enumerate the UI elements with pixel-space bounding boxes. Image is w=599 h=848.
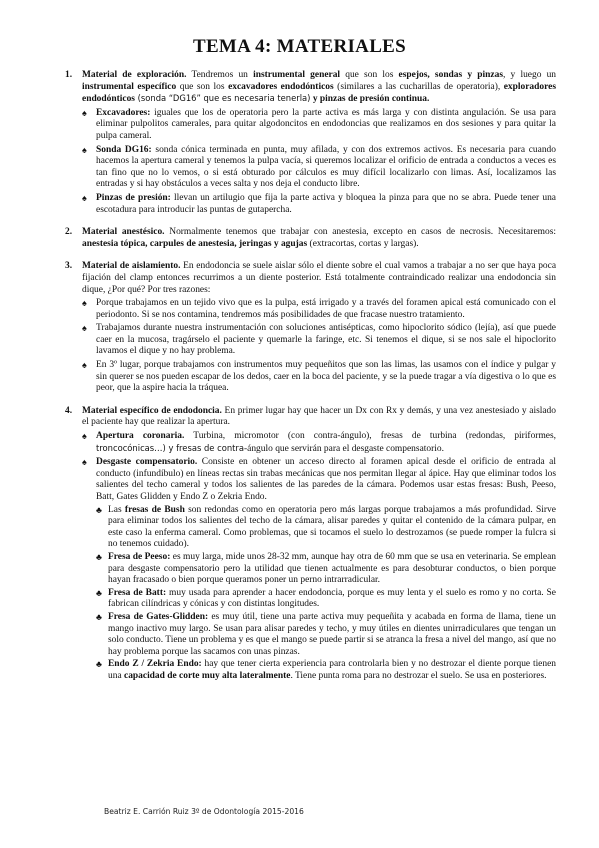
bold-text-run: Apertura coronaria. [96,431,185,442]
bullet-item [82,360,556,395]
bold-text-run: instrumental específico [82,81,177,92]
bold-text-run: anestesia tópica, carpules de anestesia, jeringas y agujas [82,238,308,249]
text-run: son redondas como en operatoria pero más largas porque trabajamos a más profundidad. Sirve para eliminar todos los salientes del techo de la cámara, alisar paredes y quitar el contenido de la cámara pulpar, en este caso la enferma cameral. Como problemas, que si tocamos el suelo lo destrozamos (se puede romper la fulcra si no tenemos cuidado). [108,504,556,550]
spade-icon: ♠ [82,192,87,203]
spade-icon: ♠ [82,144,87,155]
text-run: , y luego un [503,70,557,80]
section-intro [82,70,556,106]
club-icon: ♣ [96,504,102,515]
bold-text-run: Fresa de Gates-Glidden: [108,611,209,622]
text-run: troncocónicas…) y fresas de contra [96,442,244,453]
club-icon: ♣ [96,587,102,598]
bold-text-run: Endo Z / Zekria Endo: [108,659,202,670]
spade-icon: ♠ [82,107,87,118]
spade-icon: ♠ [82,323,87,334]
sub-bullet-list [96,505,556,683]
sub-bullet-text [108,588,556,610]
section-intro [82,406,556,429]
bullet-text [96,145,556,190]
spade-icon: ♠ [82,457,87,468]
bullet-item [82,193,556,216]
bold-text-run: Desgaste compensatorio. [96,457,198,468]
document-body [62,70,556,694]
text-run: muy usada para aprender a hacer endodoncia, porque es muy lenta y el suelo es romo y no corta. Se fabrican cilíndricas y cónicas y con distintas longitudes. [108,587,556,610]
bullet-text [96,323,556,356]
bullet-text [96,360,556,393]
text-run: Consiste en obtener un acceso directo al foramen apical desde el orificio de entrada al conducto (infundíbulo) en líneas rectas sin trabas mecánicas que nos permitan llegar al ápice. Hay que eliminar todos los salientes del techo cameral y todos los salientes de las paredes de la cámara. Podemos usar estas fresas: Bush, Peeso, Batt, Gates Glidden y Endo Z o Zekria Endo. [96,457,556,502]
bullet-item [82,323,556,358]
bullet-text [96,298,556,320]
text-run: En 3º lugar, porque trabajamos con instrumentos muy pequeñitos que son las limas, las usamos con el índice y pulgar y sin querer se nos pueden escapar de los dedos, caer en la boca del paciente, y se la puede tragar a vía digestiva o lo que es peor, que la aspire hacia la tráquea. [96,360,556,394]
bullet-item [82,145,556,191]
bold-text-run: Excavadores: [96,107,151,118]
text-run: Trabajamos durante nuestra instrumentación con soluciones antisépticas, como hipoclorito sódico (lejía), así que puede caer en la mucosa, tragárselo el paciente y quemarle la faringe, etc. Si tenemos el dique, si se nos sale el hipoclorito lavamos el dique y no hay problema. [96,323,556,357]
bold-text-run: Material de aislamiento. [82,261,181,272]
text-run: que son los [176,81,229,92]
text-run: En endodoncia se suele aislar sólo el diente sobre el cual vamos a trabajar a no ser que haya poca fijación del clamp entonces recurrimos a un diente posterior. Está totalmente contraindicado realizar una endodoncia sin dique, ¿Por qué? Por tres razones: [82,261,557,295]
bullet-list [82,298,556,395]
text-run: hay que tener cierta experiencia para controlarla bien y no destrozar el diente porque tienen una [108,659,557,681]
club-icon: ♣ [96,551,102,562]
sub-bullet-text [108,612,556,657]
text-run: (sonda “DG16” que es necesaria tenerla) [134,93,311,104]
bold-text-run: instrumental general [253,70,341,80]
text-run: Porque trabajamos en un tejido vivo que es la pulpa, está irrigado y a través del foramen apical está comunicado con el periodonto. Si se nos contamina, tendremos más posibilidades de que fracase nuestro tratamiento. [96,298,556,320]
bold-text-run: Fresa de Peeso: [108,551,171,562]
sub-bullet-item [96,505,556,551]
spade-icon: ♠ [82,431,87,442]
text-run: es muy larga, mide unos 28-32 mm, aunque hay otra de 60 mm que se usa en veterinaria. Se emplean para desgaste compensatorio pero la utilidad que tienen actualmente es para desobturar conductos, o bien porque hayan fracasado o bien porque queramos poner un perno intrarradicular. [108,551,557,586]
text-run: Las [108,504,125,515]
text-run: Turbina, micromotor (con contra-ángulo), fresas de turbina (redondas, piriformes, [184,431,557,442]
sub-bullet-text [108,505,556,550]
bold-text-run: Fresa de Batt: [108,587,167,598]
text-run: En primer lugar hay que hacer un Dx con Rx y demás, y una vez anestesiado y aislado el paciente hay que realizar la apertura. [82,405,556,428]
text-run: iguales que los de operatoria pero la parte activa es más larga y con distinta angulación. Se usa para eliminar pulpolitos camerales, para quitar algodoncitos en endodoncias que realizamos en dos sesiones y para quitar la pulpa cameral. [96,107,556,141]
bullet-item [82,298,556,321]
section [62,261,556,395]
text-run: llevan un artilugio que fija la parte activa y bloquea la pinza para que no se abra. Puede tener una escotadura para introducir las puntas de gutapercha. [96,192,556,215]
section-intro [82,227,556,250]
text-run: Tendremos un [186,70,254,80]
bullet-list [82,108,556,216]
text-run: (extracortas, cortas y largas). [307,238,419,249]
bold-text-run: y pinzas de presión continua. [310,94,430,105]
text-run: Normalmente tenemos que trabajar con anestesia, excepto en casos de necrosis. Necesitaremos: [164,227,556,238]
section-intro [82,261,556,296]
spade-icon: ♠ [82,298,87,309]
bold-text-run: espejos, sondas y pinzas [398,70,503,80]
sub-bullet-item [96,588,556,611]
bold-text-run: exploradores endodónticos [82,81,556,105]
club-icon: ♣ [96,611,102,622]
text-run: es muy útil, tiene una parte activa muy pequeñita y acabada en forma de llama, tiene un mango inactivo muy largo. Se usan para alisar paredes y techo, y muy útiles en dientes unirradiculares que tengan un solo conducto. Tiene un problema y es que el mango se puede partir si se atranca la fresa a nivel del mango, así que no hay problema porque las sacamos con unas pinzas. [108,611,556,657]
sub-bullet-text [108,552,556,585]
bullet-item [82,431,556,455]
section-number: 2. [65,227,73,238]
section-number: 3. [65,261,73,272]
bullet-text [96,193,556,215]
section [62,227,556,250]
bold-text-run: Material anestésico. [82,227,165,238]
spade-icon: ♠ [82,360,87,371]
text-run: -ángulo que servirán para el desgaste compensatorio. [244,443,444,454]
section-number: 4. [65,405,73,416]
section [62,70,556,216]
sub-bullet-text [108,659,556,681]
bullet-item [82,457,556,682]
bullet-text [96,431,556,454]
bold-text-run: capacidad de corte muy alta lateralmente [124,670,291,681]
bullet-text [96,108,556,141]
bold-text-run: excavadores endodónticos [228,81,334,92]
bold-text-run: fresas de Bush [124,504,185,515]
page-title: TEMA 4: MATERIALES [192,36,407,57]
bold-text-run: Material de exploración. [82,70,187,80]
bullet-text [96,457,556,502]
bold-text-run: Pinzas de presión: [96,192,171,203]
bullet-item [82,108,556,143]
text-run: . Tiene punta roma para no destrozar el suelo. Se usa en posteriores. [290,670,547,681]
bold-text-run: Material específico de endodoncia. [82,405,222,416]
bold-text-run: Sonda DG16: [96,144,152,155]
section-number: 1. [65,70,73,80]
sub-bullet-item [96,612,556,658]
club-icon: ♣ [96,659,102,670]
section [62,406,556,683]
text-run: (similares a las cucharillas de operatoria), [333,81,504,92]
sub-bullet-item [96,552,556,587]
text-run: sonda cónica terminada en punta, muy afilada, y con dos extremos activos. Es necesaria para cuando hacemos la apertura cameral y tenemos la pulpa vacía, si queremos localizar el orificio de entrada a conductos a veces es tan fino que no lo vemos, o si está obturado por cálculos es muy difícil localizarlo con limas. Así, localizamos las entradas y si hay obstáculos a veces salta y nos deja el conducto libre. [96,144,556,190]
text-run: que son los [340,70,399,80]
sub-bullet-item [96,659,556,682]
bullet-list [82,431,556,682]
page-footer: Beatriz E. Carrión Ruiz 3º de Odontología 2015-2016 [104,807,304,816]
